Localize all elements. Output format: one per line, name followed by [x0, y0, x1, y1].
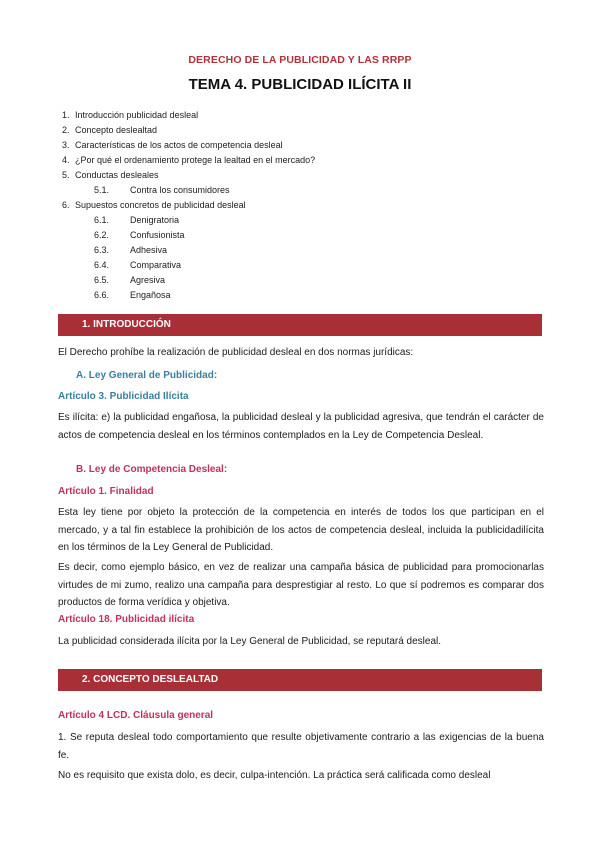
article-3-text: Es ilícita: e) la publicidad engañosa, la publicidad desleal y la publicidad agresiva, que tendrán el carácter de actos de competencia desleal en los términos contemplados en la Ley de Competencia Desleal. [58, 412, 544, 441]
course-title: DERECHO DE LA PUBLICIDAD Y LAS RRPP [188, 54, 412, 66]
toc-number: 5. [62, 170, 70, 180]
article-18-text: La publicidad considerada ilícita por la Ley General de Publicidad, se reputará desleal. [58, 636, 442, 647]
toc-label: Supuestos concretos de publicidad desleal [75, 200, 246, 210]
article-1-title: Artículo 1. Finalidad [58, 486, 154, 497]
toc-number: 3. [62, 140, 70, 150]
section-heading-concepto-deslealtad: 2. CONCEPTO DESLEALTAD [58, 669, 542, 691]
example-paragraph: Es decir, como ejemplo básico, en vez de realizar una campaña básica de publicidad para promocionarlas virtudes de mi zumo, realizo una campaña para desprestigiar al resto. Lo que sí podremos es comparar dos productos de forma verídica y objetiva. [58, 562, 544, 608]
toc-label: Contra los consumidores [130, 185, 230, 195]
toc-number: 2. [62, 125, 70, 135]
toc-label: Adhesiva [130, 245, 168, 255]
toc-number: 6.6. [94, 290, 110, 300]
toc-label: ¿Por qué el ordenamiento protege la lealtad en el mercado? [75, 155, 316, 165]
toc-label: Concepto deslealtad [75, 125, 158, 135]
subheading-ley-general-publicidad: A. Ley General de Publicidad: [76, 370, 218, 381]
toc-number: 6.5. [94, 275, 110, 285]
page-title: TEMA 4. PUBLICIDAD ILÍCITA II [188, 76, 412, 93]
toc-label: Confusionista [130, 230, 185, 240]
article-3-title: Artículo 3. Publicidad Ilícita [58, 391, 189, 402]
subheading-ley-competencia-desleal: B. Ley de Competencia Desleal: [76, 464, 228, 475]
toc-label: Introducción publicidad desleal [75, 110, 199, 120]
toc-number: 5.1. [94, 185, 110, 195]
toc-label: Denigratoria [130, 215, 180, 225]
toc-label: Conductas desleales [75, 170, 159, 180]
intro-paragraph: El Derecho prohíbe la realización de publicidad desleal en dos normas jurídicas: [58, 347, 414, 358]
toc-number: 6.3. [94, 245, 110, 255]
toc-label: Comparativa [130, 260, 182, 270]
toc-number: 6.4. [94, 260, 110, 270]
toc-number: 6.2. [94, 230, 110, 240]
toc-number: 6. [62, 200, 70, 210]
toc-number: 6.1. [94, 215, 110, 225]
toc-label: Características de los actos de competencia desleal [75, 140, 283, 150]
toc-label: Engañosa [130, 290, 171, 300]
toc-label: Agresiva [130, 275, 166, 285]
article-4-text: 1. Se reputa desleal todo comportamiento que resulte objetivamente contrario a las exigencias de la buena fe. [58, 732, 544, 761]
closing-paragraph: No es requisito que exista dolo, es decir, culpa-intención. La práctica será calificada como desleal [58, 770, 491, 781]
toc-number: 4. [62, 155, 70, 165]
article-18-title: Artículo 18. Publicidad ilícita [58, 614, 195, 625]
toc-number: 1. [62, 110, 70, 120]
section-heading-introduccion: 1. INTRODUCCIÓN [58, 314, 542, 336]
article-4-title: Artículo 4 LCD. Cláusula general [58, 710, 214, 721]
article-1-text: Esta ley tiene por objeto la protección de la competencia en interés de todos los que participan en el mercado, y a tal fin establece la prohibición de los actos de competencia desleal, incluida la publicidadilícita en los términos de la Ley General de Publicidad. [58, 507, 544, 553]
